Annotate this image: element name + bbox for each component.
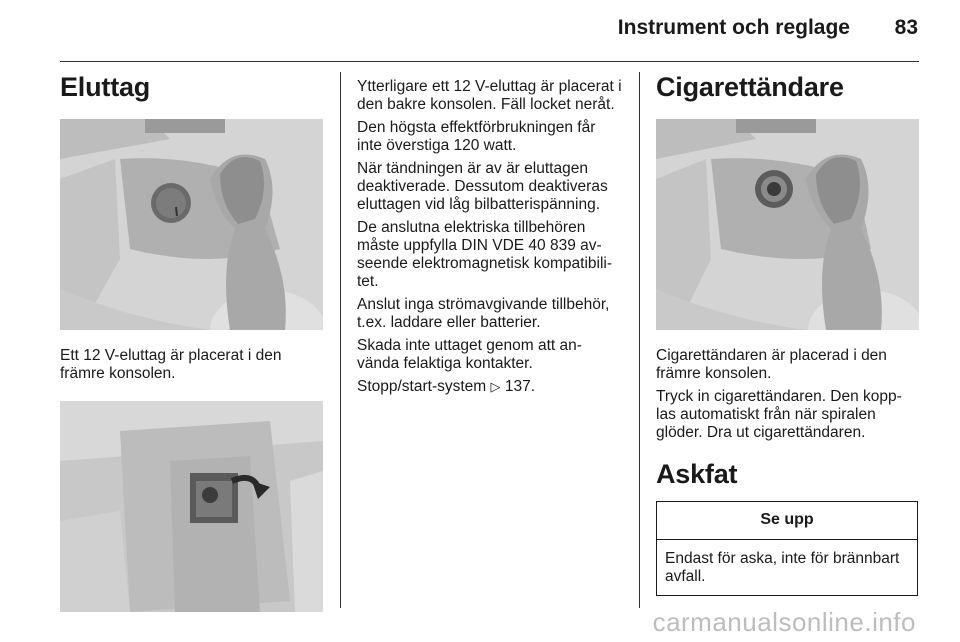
caution-title: Se upp — [657, 502, 917, 540]
text-lighter-usage: Tryck in cigarettändaren. Den kopp-las automatiskt från när spiralen glöder. Dra ut cigarettändaren. — [656, 388, 902, 441]
cross-reference-text: Stopp/start-system — [357, 378, 487, 395]
photo-rear-socket — [60, 401, 323, 612]
column-divider-1 — [340, 72, 341, 608]
caution-box — [656, 501, 918, 596]
header-rule — [60, 61, 919, 62]
text-lighter-location: Cigarettändaren är placerad i den främre konsolen. — [656, 347, 887, 382]
paragraph-6: Skada inte uttaget genom att an-vända felaktiga kontakter. — [357, 337, 582, 372]
paragraph-1: Ytterligare ett 12 V-eluttag är placerat i den bakre konsolen. Fäll locket neråt. — [357, 78, 622, 113]
photo-cigarette-lighter — [656, 119, 919, 330]
text-front-socket: Ett 12 V-eluttag är placerat i den främre konsolen. — [60, 347, 282, 382]
caution-text: Endast för aska, inte för brännbart avfall. — [665, 550, 900, 585]
watermark: carmanualsonline.info — [652, 607, 916, 637]
cross-reference-page: 137. — [504, 378, 536, 395]
column-1 — [60, 72, 325, 612]
section-heading-cigarettandare: Cigarettändare — [656, 72, 844, 102]
paragraph-3: När tändningen är av är eluttagen deaktiverade. Dessutom deaktiveras eluttagen vid låg bilbatterispänning. — [357, 160, 608, 213]
cross-reference[interactable] — [357, 378, 622, 396]
paragraph-2: Den högsta effektförbrukningen får inte överstiga 120 watt. — [357, 119, 596, 154]
photo-front-socket — [60, 119, 323, 330]
header-title: Instrument och reglage — [617, 16, 850, 39]
section-heading-askfat: Askfat — [656, 459, 738, 489]
paragraph-4: De anslutna elektriska tillbehören måste uppfylla DIN VDE 40 839 av-seende elektromagnetisk kompatibili-tet. — [357, 219, 613, 290]
column-3 — [656, 72, 921, 596]
paragraph-5: Anslut inga strömavgivande tillbehör, t.ex. laddare eller batterier. — [357, 296, 610, 331]
column-2 — [357, 72, 622, 396]
column-divider-2 — [639, 72, 640, 608]
page-number: 83 — [894, 16, 918, 39]
page-reference-icon: ▷ — [490, 379, 501, 394]
section-heading-eluttag: Eluttag — [60, 72, 151, 102]
